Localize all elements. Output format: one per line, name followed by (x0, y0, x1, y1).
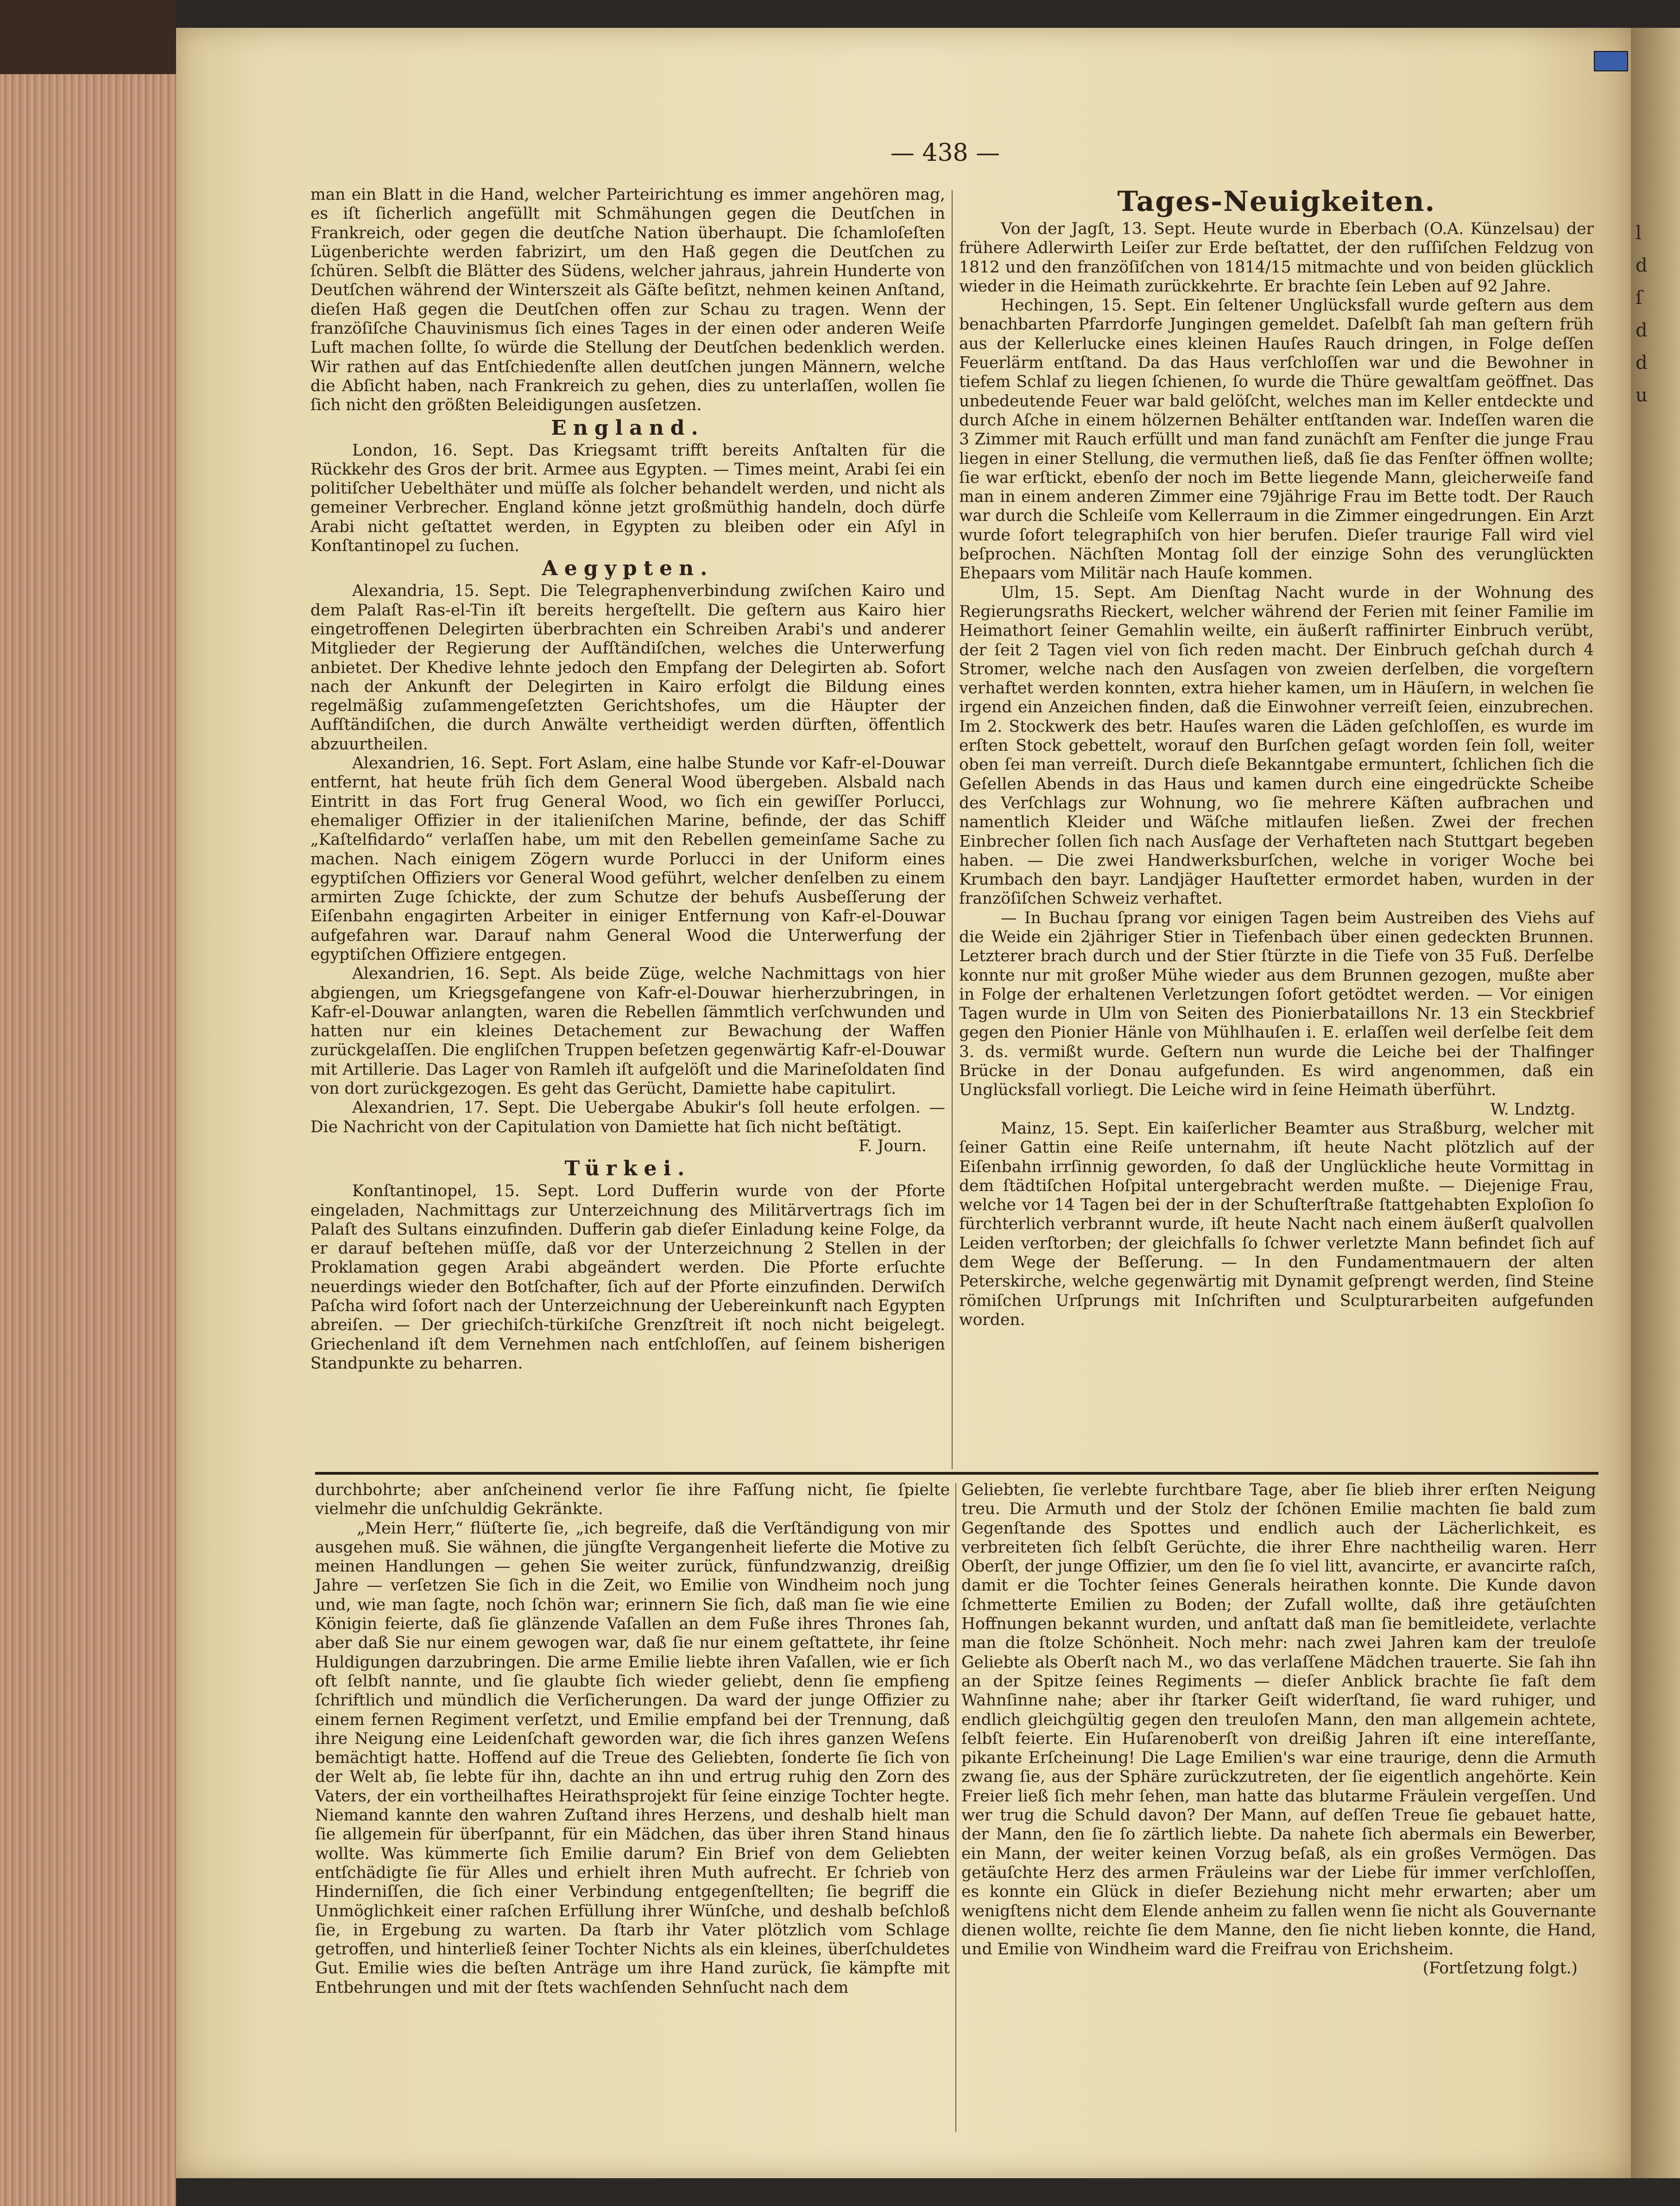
adjacent-page-letter: l (1636, 222, 1642, 244)
adjacent-page-edge (1631, 28, 1680, 2178)
adjacent-page-letter: d (1636, 352, 1648, 374)
book-page-edges (0, 0, 176, 2206)
article-paragraph: Alexandrien, 17. Sept. Die Uebergabe Abukir's ſoll heute erfolgen. — Die Nachricht von der Capitulation von Damiette hat ſich nicht beſtätigt. (310, 1098, 945, 1136)
article-paragraph: Konſtantinopel, 15. Sept. Lord Dufferin wurde von der Pforte eingeladen, Nachmittags zur Unterzeichnung des Militärvertrags ſich im Palaſt des Sultans einzufinden. Dufferin gab dieſer Einladung keine Folge, da er darauf beſtehen müſſe, daß vor der Unterzeichnung 2 Stellen in der Proklamation gegen Arabi abgeändert werden. Die Pforte erſuchte neuerdings wieder den Botſchafter, ſich auf der Pforte einzufinden. Derwiſch Paſcha wird ſofort nach der Unterzeichnung der Uebereinkunft nach Egypten abreiſen. — Der griechiſch-türkiſche Grenzſtreit iſt noch nicht beigelegt. Griechenland iſt dem Vernehmen nach entſchloſſen, auf ſeinem bisherigen Standpunkte zu beharren. (310, 1182, 945, 1373)
source-signature: W. Lndztg. (1490, 1100, 1575, 1119)
article-paragraph: Geliebten, ſie verlebte furchtbare Tage, aber ſie blieb ihrer erſten Neigung treu. Die Armuth und der Stolz der ſchönen Emilie machten ſie bald zum Gegenſtande des Spottes und endlich auch der Lächerlichkeit, es verbreiteten ſich ſelbſt Gerüchte, die ihrer Ehre nachtheilig waren. Herr Oberſt, der junge Offizier, um den ſie ſo viel litt, avancirte, er avancirte raſch, damit er die Tochter ſeines Generals heirathen konnte. Die Kunde davon ſchmetterte Emilien zu Boden; der Zufall wollte, daß ihre getäuſchten Hoffnungen bekannt wurden, und anſtatt daß man ſie bemitleidete, verlachte man die ſtolze Schönheit. Noch mehr: nach zwei Jahren kam der treuloſe Geliebte als Oberſt nach M., wo das verlaſſene Mädchen trauerte. Sie ſah ihn an der Spitze ſeines Regiments — dieſer Anblick brachte ſie faſt dem Wahnſinne nahe; aber ihr ſtarker Geiſt widerſtand, ſie ward ruhiger, und endlich gleichgültig gegen den treuloſen Mann, den man allgemein achtete, ſelbſt feierte. Ein Huſarenoberſt von dreißig Jahren iſt eine intereſſante, pikante Erſcheinung! Die Lage Emilien's war eine traurige, denn die Armuth zwang ſie, aus der Sphäre zurückzutreten, der ſie eigentlich angehörte. Kein Freier ließ ſich mehr ſehen, man hatte das blutarme Fräulein vergeſſen. Und wer trug die Schuld davon? Der Mann, auf deſſen Treue ſie gebauet hatte, der Mann, den ſie ſo zärtlich liebte. Da nahete ſich abermals ein Bewerber, ein Mann, der weiter keinen Vorzug beſaß, als ein großes Vermögen. Das getäuſchte Herz des armen Fräuleins war der Liebe für immer verſchloſſen, es konnte ein Glück in dieſer Beziehung nicht mehr erwarten; aber um wenigſtens nicht dem Elende anheim zu fallen wenn ſie nicht als Gouvernante dienen wollte, reichte ſie dem Manne, den ſie nicht lieben konnte, die Hand, und Emilie von Windheim ward die Freifrau von Erichsheim. (961, 1481, 1596, 1959)
adjacent-page-letter: d (1636, 320, 1648, 341)
article-paragraph: Alexandria, 15. Sept. Die Telegraphenverbindung zwiſchen Kairo und dem Palaſt Ras-el-Tin iſt bereits hergeſtellt. Die geſtern aus Kairo hier eingetroffenen Delegirten überbrachten ein Schreiben Arabi's und anderer Mitglieder der Regierung der Aufſtändiſchen, welches die Unterwerfung anbietet. Der Khedive lehnte jedoch den Empfang der Delegirten ab. Sofort nach der Ankunft der Delegirten in Kairo erfolgt die Bildung eines regelmäßig zuſammengeſetzten Gerichtshofes, um die Häupter der Aufſtändiſchen, die durch Anwälte vertheidigt werden dürften, öffentlich abzuurtheilen. (310, 582, 945, 754)
section-heading: England. (551, 416, 705, 440)
adjacent-page-letter: u (1636, 385, 1648, 406)
feuilleton-column-left (315, 1481, 950, 2139)
page-number: — 438 — (890, 139, 1000, 167)
article-paragraph: Hechingen, 15. Sept. Ein ſeltener Unglücksfall wurde geſtern aus dem benachbarten Pfarrdorfe Jungingen gemeldet. Daſelbſt ſah man geſtern früh aus der Kellerlucke eines kleinen Hauſes Rauch dringen, in Folge deſſen Feuerlärm entſtand. Da das Haus verſchloſſen war und die Bewohner in tiefem Schlaf zu liegen ſchienen, ſo wurde die Thüre gewaltſam geöffnet. Das unbedeutende Feuer war bald gelöſcht, welches man im Keller entdeckte und durch Aſche in einem hölzernen Behälter entſtanden war. Indeſſen waren die 3 Zimmer mit Rauch erfüllt und man fand zunächſt am Fenſter die junge Frau liegen in einer Stellung, die vermuthen ließ, daß ſie das Fenſter öffnen wollte; ſie war erſtickt, ebenſo der noch im Bette liegende Mann, gleicherweiſe fand man in einem anderen Zimmer eine 79jährige Frau im Bette todt. Der Rauch war durch die Schleiſe vom Kellerraum in die Zimmer eingedrungen. Ein Arzt wurde ſofort telegraphiſch von hier berufen. Dieſer traurige Fall wird viel beſprochen. Nächſten Montag ſoll der einzige Sohn des verunglückten Ehepaars vom Militär nach Hauſe kommen. (959, 296, 1594, 583)
source-signature: (Fortſetzung folgt.) (1422, 1959, 1578, 1978)
news-column-left (310, 185, 945, 1469)
source-signature: F. Journ. (859, 1136, 927, 1155)
feuilleton-divider (315, 1472, 1598, 1475)
article-paragraph: Alexandrien, 16. Sept. Fort Aslam, eine halbe Stunde vor Kafr-el-Douwar entfernt, hat heute früh ſich dem General Wood übergeben. Alsbald nach Eintritt in das Fort frug General Wood, wo ſich ein gewiſſer Porlucci, ehemaliger Offizier in der italieniſchen Marine, befinde, der das Schiff „Kaſtelfidardo“ verlaſſen habe, um mit den Rebellen gemeinſame Sache zu machen. Nach einigem Zögern wurde Porlucci in der Uniform eines egyptiſchen Offiziers vor General Wood geführt, welcher denſelben zu einem armirten Zuge ſchickte, der zum Schutze der behufs Ausbeſſerung der Eiſenbahn engagirten Arbeiter in einiger Entfernung von Kafr-el-Douwar aufgefahren war. Darauf nahm General Wood die Unterwerfung der egyptiſchen Offiziere entgegen. (310, 754, 945, 964)
feuilleton-column-divider (955, 1483, 956, 2132)
article-paragraph: man ein Blatt in die Hand, welcher Parteirichtung es immer angehören mag, es iſt ſicherlich angefüllt mit Schmähungen gegen die Deutſchen in Frankreich, oder gegen die deutſche Nation überhaupt. Die ſchamloſeſten Lügenberichte werden fabrizirt, um den Haß gegen die Deutſchen zu ſchüren. Selbſt die Blätter des Südens, welcher jahraus, jahrein Hunderte von Deutſchen während der Winterszeit als Gäſte beſitzt, nehmen keinen Anſtand, dieſen Haß gegen die Deutſchen offen zur Schau zu tragen. Wenn der franzöſiſche Chauvinismus ſich eines Tages in der einen oder anderen Weiſe Luft machen ſollte, ſo würde die Stellung der Deutſchen bedenklich werden. Wir rathen auf das Entſchiedenſte allen deutſchen jungen Männern, welche die Abſicht haben, nach Frankreich zu gehen, dies zu unterlaſſen, wollen ſie ſich nicht den größten Beleidigungen ausſetzen. (310, 185, 945, 415)
article-paragraph: London, 16. Sept. Das Kriegsamt trifft bereits Anſtalten für die Rückkehr des Gros der brit. Armee aus Egypten. — Times meint, Arabi ſei ein politiſcher Uebelthäter und müſſe als ſolcher behandelt werden, und nicht als gemeiner Verbrecher. England könne jetzt großmüthig handeln, doch dürfe Arabi nicht geſtattet werden, in Egypten zu bleiben oder ein Aſyl in Konſtantinopel zu ſuchen. (310, 441, 945, 556)
article-paragraph: Ulm, 15. Sept. Am Dienſtag Nacht wurde in der Wohnung des Regierungsraths Rieckert, welcher während der Ferien mit ſeiner Familie im Heimathort ſeiner Gemahlin weilte, ein äußerſt raffinirter Einbruch verübt, der ſeit 2 Tagen viel von ſich reden macht. Der Einbruch geſchah durch 4 Stromer, welche nach den Ausſagen von zweien derſelben, die vorgeſtern verhaftet werden konnten, extra hieher kamen, um in Häuſern, in welchen ſie irgend ein Anzeichen finden, daß die Einwohner verreiſt ſeien, einzubrechen. Im 2. Stockwerk des betr. Hauſes waren die Läden geſchloſſen, es wurde im erſten Stock gebettelt, worauf den Burſchen geſagt worden ſein ſoll, weiter oben ſei man verreiſt. Durch dieſe Bekanntgabe ermuntert, ſchlichen ſich die Geſellen Abends in das Haus und kamen durch eine eingedrückte Scheibe des Verſchlags zur Wohnung, wo ſie mehrere Käſten aufbrachen und namentlich Kleider und Wäſche mitlaufen ließen. Zwei der frechen Einbrecher ſollen ſich nach Ausſage der Verhafteten nach Stuttgart begeben haben. — Die zwei Handwerksburſchen, welche in voriger Woche bei Krumbach den bayr. Landjäger Hauſtetter ermordet haben, wurden in der franzöſiſchen Schweiz verhaftet. (959, 583, 1594, 908)
section-heading: Aegypten. (542, 557, 714, 581)
section-heading: Türkei. (564, 1157, 691, 1181)
adjacent-page-letter: d (1636, 255, 1648, 276)
article-paragraph: Mainz, 15. Sept. Ein kaiſerlicher Beamter aus Straßburg, welcher mit ſeiner Gattin eine Reiſe unternahm, iſt heute Nacht plötzlich auf der Eiſenbahn irrſinnig geworden, ſo daß der Unglückliche heute Vormittag in dem ſtädtiſchen Hoſpital untergebracht werden mußte. — Diejenige Frau, welche vor 14 Tagen bei der in der Schuſterſtraße ſtattgehabten Exploſion ſo fürchterlich verbrannt wurde, iſt heute Nacht nach einem äußerſt qualvollen Leiden verſtorben; der gleichfalls ſo ſchwer verletzte Mann befindet ſich auf dem Wege der Beſſerung. — In den Fundamentmauern der alten Peterskirche, welche gegenwärtig mit Dynamit geſprengt werden, ſind Steine römiſchen Urſprungs mit Inſchriften und Sculpturarbeiten aufgefunden worden. (959, 1119, 1594, 1329)
scan-color-chip (1594, 51, 1628, 71)
article-paragraph: Alexandrien, 16. Sept. Als beide Züge, welche Nachmittags von hier abgiengen, um Kriegsgefangene von Kafr-el-Douwar hierherzubringen, in Kafr-el-Douwar anlangten, waren die Rebellen ſämmtlich verſchwunden und hatten nur ein kleines Detachement zur Bewachung der Waffen zurückgelaſſen. Die engliſchen Truppen beſetzen gegenwärtig Kafr-el-Douwar mit Artillerie. Das Lager von Ramleh iſt aufgelöſt und die Marineſoldaten ſind von dort zurückgezogen. Es geht das Gerücht, Damiette habe capitulirt. (310, 964, 945, 1098)
article-paragraph: „Mein Herr,“ flüſterte ſie, „ich begreife, daß die Verſtändigung von mir ausgehen muß. Sie wähnen, die jüngſte Vergangenheit lieferte die Motive zu meinen Handlungen — gehen Sie weiter zurück, fünfundzwanzig, dreißig Jahre — verſetzen Sie ſich in die Zeit, wo Emilie von Windheim noch jung und, wie man ſagte, noch ſchön war; erinnern Sie ſich, daß man ſie wie eine Königin feierte, daß ſie glänzende Vaſallen an dem Fuße ihres Thrones ſah, aber daß Sie nur einem gewogen war, daß ſie nur einem geſtattete, ihr ſeine Huldigungen darzubringen. Die arme Emilie liebte ihren Vaſallen, wie er ſich oft ſelbſt nannte, und ſie glaubte ſich wieder geliebt, denn ſie empfieng ſchriftlich und mündlich die Verſicherungen. Da ward der junge Offizier zu einem fernen Regiment verſetzt, und Emilie empfand bei der Trennung, daß ihre Neigung eine Leidenſchaft geworden war, die ſich ihres ganzen Weſens bemächtigt hatte. Hoffend auf die Treue des Geliebten, ſonderte ſie ſich von der Welt ab, ſie lebte für ihn, dachte an ihn und ertrug ruhig den Zorn des Vaters, der ein vortheilhaftes Heirathsprojekt für ſeine einzige Tochter hegte. Niemand kannte den wahren Zuſtand ihres Herzens, und deshalb hielt man ſie allgemein für überſpannt, für ein Mädchen, das über ihren Stand hinaus wollte. Was kümmerte ſich Emilie darum? Ein Brief von dem Geliebten entſchädigte ſie für Alles und erhielt ihren Muth aufrecht. Er ſchrieb von Hinderniſſen, die ſich einer Verbindung entgegenſtellten; ſie begriff die Unmöglichkeit einer raſchen Erfüllung ihrer Wünſche, und deshalb beſchloß ſie, in Ergebung zu warten. Da ſtarb ihr Vater plötzlich vom Schlage getroffen, und hinterließ ſeiner Tochter Nichts als ein kleines, überſchuldetes Gut. Emilie wies die beſten Anträge um ihre Hand zurück, ſie kämpfte mit Entbehrungen und mit der ſtets wachſenden Sehnſucht nach dem (315, 1519, 950, 1997)
article-paragraph: durchbohrte; aber anſcheinend verlor ſie ihre Faſſung nicht, ſie ſpielte vielmehr die unſchuldig Gekränkte. (315, 1481, 950, 1519)
article-paragraph: — In Buchau ſprang vor einigen Tagen beim Austreiben des Viehs auf die Weide ein 2jähriger Stier in Tiefenbach über einen gedeckten Brunnen. Letzterer brach durch und der Stier ſtürzte in die Tiefe von 35 Fuß. Derſelbe konnte nur mit großer Mühe wieder aus dem Brunnen gezogen, mußte aber in Folge der erhaltenen Verletzungen ſofort getödtet werden. — Vor einigen Tagen wurde in Ulm von Seiten des Pionierbataillons Nr. 13 ein Steckbrief gegen den Pionier Hänle von Mühlhauſen i. E. erlaſſen weil derſelbe ſeit dem 3. ds. vermißt wurde. Geſtern nun wurde die Leiche bei der Thalfinger Brücke in der Donau aufgefunden. Es wird angenommen, daß ein Unglücksfall vorliegt. Die Leiche wird in ſeine Heimath überführt. (959, 908, 1594, 1100)
feuilleton-column-right (961, 1481, 1596, 2139)
article-paragraph: Von der Jagſt, 13. Sept. Heute wurde in Eberbach (O.A. Künzelsau) der frühere Adlerwirth Leiſer zur Erde beſtattet, der den ruſſiſchen Feldzug von 1812 und den franzöſiſchen von 1814/15 mitmachte und von beiden glücklich wieder in die Heimath zurückkehrte. Er brachte ſein Leben auf 92 Jahre. (959, 220, 1594, 296)
adjacent-page-letter: ſ (1636, 287, 1642, 309)
news-column-right (959, 185, 1594, 1469)
book-top-shadow (0, 0, 176, 74)
section-heading: Tages-Neuigkeiten. (1117, 185, 1436, 218)
column-divider (952, 190, 953, 1469)
